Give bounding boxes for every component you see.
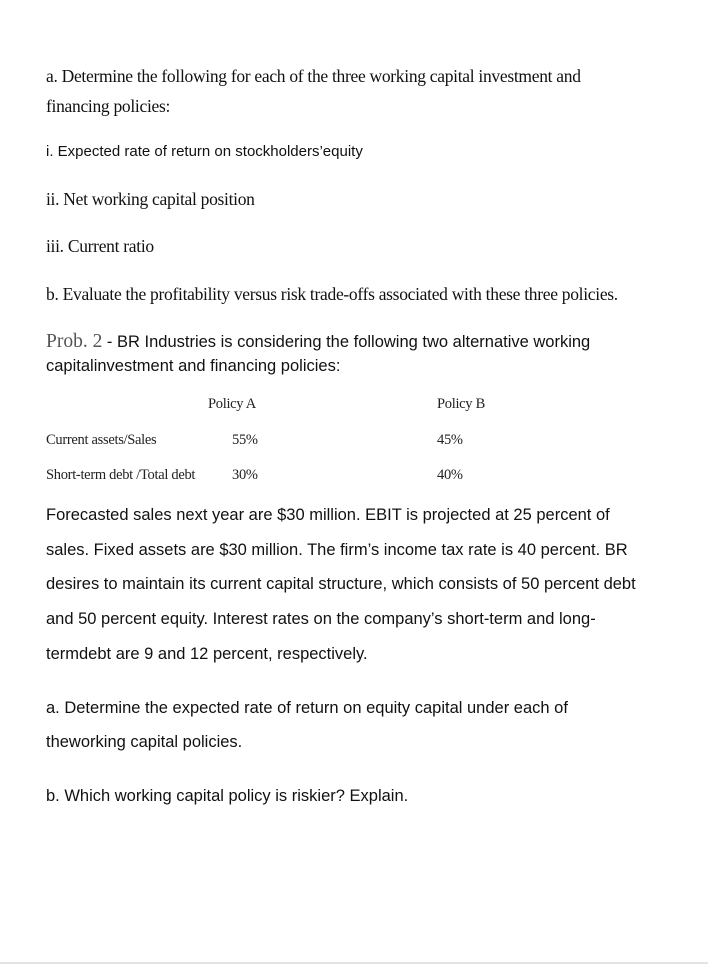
item-i-text: i. Expected rate of return on stockholders’equity xyxy=(46,143,363,160)
cell-short-term-debt-b: 40% xyxy=(437,467,463,483)
problem-2-intro-2: capitalinvestment and financing policies: xyxy=(46,357,341,375)
page-bottom-divider xyxy=(0,962,708,964)
para-line-3: desires to maintain its current capital structure, which consists of 50 percent debt xyxy=(46,575,636,593)
header-policy-b: Policy B xyxy=(437,396,485,412)
question-a-line-1: a. Determine the expected rate of return on equity capital under each of xyxy=(46,699,568,717)
question-b: b. Which working capital policy is riskier? Explain. xyxy=(46,787,409,805)
item-i xyxy=(46,143,363,161)
question-a-line-2: theworking capital policies. xyxy=(46,733,243,751)
para-line-4: and 50 percent equity. Interest rates on the company’s short-term and long- xyxy=(46,610,596,628)
cell-short-term-debt-a: 30% xyxy=(232,467,258,483)
row-label-current-assets: Current assets/Sales xyxy=(46,432,157,448)
problem-2-intro-1: - BR Industries is considering the following two alternative working xyxy=(102,333,591,351)
item-ii: ii. Net working capital position xyxy=(46,189,255,209)
problem-2-intro-line-2 xyxy=(46,357,340,376)
problem-2-intro xyxy=(46,331,686,353)
part-a-line-2: financing policies: xyxy=(46,96,171,116)
cell-current-assets-b: 45% xyxy=(437,432,463,448)
para-line-2: sales. Fixed assets are $30 million. The firm’s income tax rate is 40 percent. BR xyxy=(46,541,628,559)
problem-2-label: Prob. 2 xyxy=(46,331,103,352)
item-iii: iii. Current ratio xyxy=(46,236,154,256)
row-label-short-term-debt: Short-term debt /Total debt xyxy=(46,467,196,483)
para-line-5: termdebt are 9 and 12 percent, respectively. xyxy=(46,645,368,663)
para-line-1: Forecasted sales next year are $30 million. EBIT is projected at 25 percent of xyxy=(46,506,610,524)
header-policy-a: Policy A xyxy=(208,396,256,412)
part-a-line-1: a. Determine the following for each of the three working capital investment and xyxy=(46,66,581,86)
part-b: b. Evaluate the profitability versus risk trade-offs associated with these three policies. xyxy=(46,284,618,304)
cell-current-assets-a: 55% xyxy=(232,432,258,448)
